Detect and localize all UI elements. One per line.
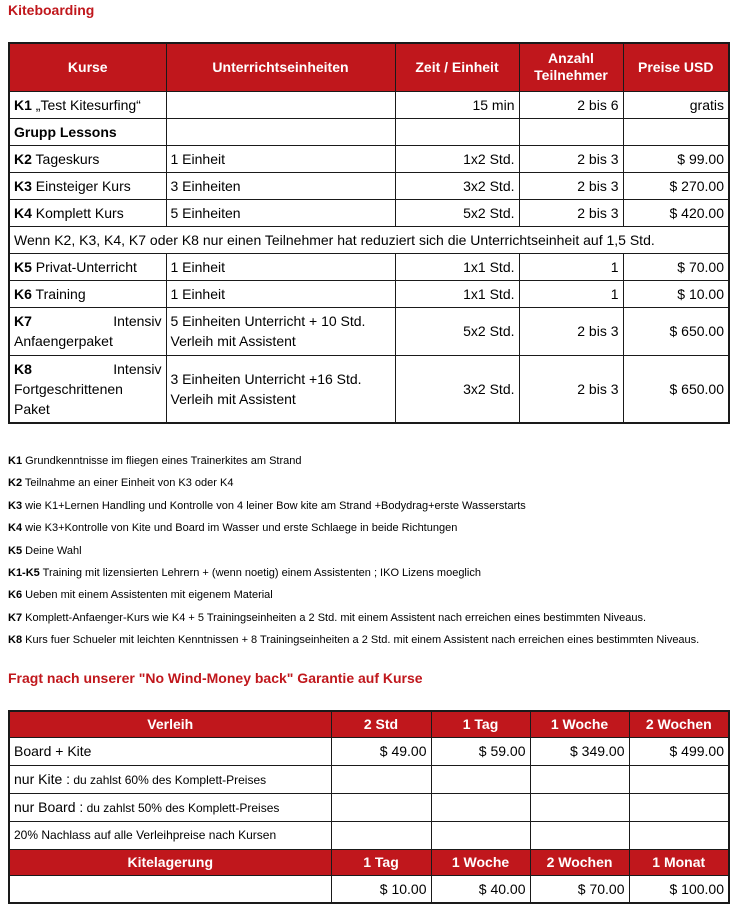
note-code: K2 (8, 477, 23, 490)
course-units: 5 Einheiten (166, 199, 395, 226)
header-2wochen: 2 Wochen (629, 711, 729, 737)
course-participants: 2 bis 6 (519, 91, 623, 118)
course-time: 1x2 Std. (395, 145, 519, 172)
rental-discount: 20% Nachlass auf alle Verleihpreise nach Kursen (9, 821, 331, 849)
note-code: K1 (8, 455, 23, 467)
courses-header-row (9, 43, 729, 91)
rental-desc: du zahlst 50% des Komplett-Preises (83, 801, 280, 815)
rental-price: $ 499.00 (629, 737, 729, 765)
note-text: Grundkenntnisse im fliegen eines Trainerkites am Strand (22, 455, 302, 467)
course-name: Training (31, 285, 86, 302)
course-price: gratis (623, 91, 729, 118)
course-time: 1x1 Std. (395, 280, 519, 307)
course-code: K5 (14, 258, 32, 275)
note-item (8, 450, 748, 472)
group-label: Grupp Lessons (9, 118, 166, 145)
storage-price: $ 70.00 (530, 875, 629, 903)
storage-price: $ 40.00 (431, 875, 530, 903)
guarantee-heading: Fragt nach unserer "No Wind-Money back" Garantie auf Kurse (8, 670, 423, 686)
rental-price: $ 49.00 (331, 737, 431, 765)
course-code: K8 (14, 360, 32, 377)
rental-header-row (9, 711, 729, 737)
course-time: 5x2 Std. (395, 307, 519, 355)
course-time: 1x1 Std. (395, 253, 519, 280)
note-text: Training mit lizensierten Lehrern + (wenn noetig) einem Assistenten ; IKO Lizens moeglich (39, 567, 481, 580)
courses-table (8, 42, 730, 424)
course-price: $ 99.00 (623, 145, 729, 172)
header-1woche: 1 Woche (530, 711, 629, 737)
single-participant-note: Wenn K2, K3, K4, K7 oder K8 nur einen Teilnehmer hat reduziert sich die Unterrichtseinheit auf 1,5 Std. (9, 226, 729, 253)
storage-price: $ 10.00 (331, 875, 431, 903)
header-2wochen: 2 Wochen (530, 849, 629, 875)
note-item (8, 562, 748, 584)
course-code: K7 (14, 313, 32, 329)
course-price: $ 650.00 (623, 355, 729, 423)
course-units: 1 Einheit (166, 253, 395, 280)
note-item (8, 584, 748, 606)
table-row (9, 226, 729, 253)
note-text: wie K3+Kontrolle von Kite und Board im Wasser und erste Schlaege in beide Richtungen (22, 522, 458, 535)
course-participants: 2 bis 3 (519, 307, 623, 355)
note-item (8, 607, 748, 629)
note-text: Kurs fuer Schueler mit leichten Kenntnissen + 8 Trainingseinheiten a 2 Std. mit einem Assistent nach erreichen eines bestimmten Niveaus. (22, 634, 700, 647)
course-code: K2 (14, 150, 32, 167)
note-code: K5 (8, 544, 23, 557)
rental-table (8, 710, 730, 904)
header-1tag: 1 Tag (431, 711, 530, 737)
course-time: 3x2 Std. (395, 355, 519, 423)
course-participants: 1 (519, 253, 623, 280)
note-code: K7 (8, 611, 23, 624)
table-row (9, 737, 729, 765)
header-zeit: Zeit / Einheit (395, 43, 519, 91)
course-participants: 2 bis 3 (519, 145, 623, 172)
course-price: $ 10.00 (623, 280, 729, 307)
table-row (9, 355, 729, 423)
course-name: Komplett Kurs (31, 204, 124, 221)
course-code: K6 (14, 285, 32, 302)
note-item (8, 540, 748, 562)
course-name: Anfaengerpaket (14, 333, 113, 349)
note-item (8, 472, 748, 494)
table-row (9, 172, 729, 199)
note-code: K1-K5 (8, 567, 40, 580)
course-name: Paket (14, 400, 50, 417)
note-item (8, 629, 748, 651)
note-code: K6 (8, 589, 23, 602)
rental-desc: du zahlst 60% des Komplett-Preises (70, 773, 267, 787)
course-units: 3 Einheiten Unterricht +16 Std. Verleih mit Assistent (166, 355, 395, 423)
course-code: K1 (14, 96, 32, 113)
course-code: K3 (14, 177, 32, 194)
header-2std: 2 Std (331, 711, 431, 737)
course-price: $ 650.00 (623, 307, 729, 355)
table-row (9, 91, 729, 118)
storage-price: $ 100.00 (629, 875, 729, 903)
course-units: 5 Einheiten Unterricht + 10 Std. Verleih mit Assistent (166, 307, 395, 355)
course-code: K4 (14, 204, 32, 221)
rental-label: Board + Kite (9, 737, 331, 765)
course-units: 1 Einheit (166, 280, 395, 307)
header-verleih: Verleih (9, 711, 331, 737)
page-title: Kiteboarding (8, 2, 95, 18)
header-kitelagerung: Kitelagerung (9, 849, 331, 875)
rental-label: nur Kite : (14, 771, 71, 787)
note-item (8, 517, 748, 539)
course-price: $ 270.00 (623, 172, 729, 199)
course-participants: 2 bis 3 (519, 199, 623, 226)
table-row (9, 793, 729, 821)
rental-price: $ 59.00 (431, 737, 530, 765)
course-name: Intensiv (113, 313, 162, 329)
course-units: 1 Einheit (166, 145, 395, 172)
table-row (9, 875, 729, 903)
header-1woche: 1 Woche (431, 849, 530, 875)
course-participants: 1 (519, 280, 623, 307)
course-time: 15 min (395, 91, 519, 118)
rental-label: nur Board : (14, 799, 84, 815)
table-row (9, 145, 729, 172)
course-name: „Test Kitesurfing“ (31, 96, 141, 113)
course-name: Einsteiger Kurs (31, 177, 131, 194)
course-participants: 2 bis 3 (519, 355, 623, 423)
note-text: wie K1+Lernen Handling und Kontrolle von 4 leiner Bow kite am Strand +Bodydrag+erste Wasserstarts (22, 499, 526, 512)
header-1tag: 1 Tag (331, 849, 431, 875)
header-anzahl: Anzahl Teilnehmer (519, 43, 623, 91)
header-1monat: 1 Monat (629, 849, 729, 875)
note-code: K3 (8, 499, 23, 512)
storage-header-row (9, 849, 729, 875)
course-time: 3x2 Std. (395, 172, 519, 199)
course-units (166, 91, 395, 118)
course-time: 5x2 Std. (395, 199, 519, 226)
table-row (9, 821, 729, 849)
rental-price: $ 349.00 (530, 737, 629, 765)
note-text: Komplett-Anfaenger-Kurs wie K4 + 5 Trainingseinheiten a 2 Std. mit einem Assistent nach erreichen eines bestimmten Niveaus. (22, 611, 647, 624)
header-preise: Preise USD (623, 43, 729, 91)
table-row (9, 307, 729, 355)
table-row (9, 118, 729, 145)
course-participants: 2 bis 3 (519, 172, 623, 199)
course-price: $ 70.00 (623, 253, 729, 280)
course-name: Tageskurs (31, 150, 100, 167)
course-notes (8, 450, 748, 652)
note-code: K4 (8, 522, 23, 535)
table-row (9, 765, 729, 793)
table-row (9, 253, 729, 280)
course-name: Fortgeschrittenen (14, 380, 123, 397)
note-text: Ueben mit einem Assistenten mit eigenem Material (22, 589, 273, 602)
header-kurse: Kurse (9, 43, 166, 91)
course-price: $ 420.00 (623, 199, 729, 226)
course-units: 3 Einheiten (166, 172, 395, 199)
note-code: K8 (8, 634, 23, 647)
table-row (9, 280, 729, 307)
table-row (9, 199, 729, 226)
note-text: Deine Wahl (22, 544, 82, 557)
note-item (8, 495, 748, 517)
note-text: Teilnahme an einer Einheit von K3 oder K4 (22, 477, 234, 490)
course-name: Intensiv (113, 360, 162, 377)
course-name: Privat-Unterricht (31, 258, 137, 275)
header-unterrichtseinheiten: Unterrichtseinheiten (166, 43, 395, 91)
